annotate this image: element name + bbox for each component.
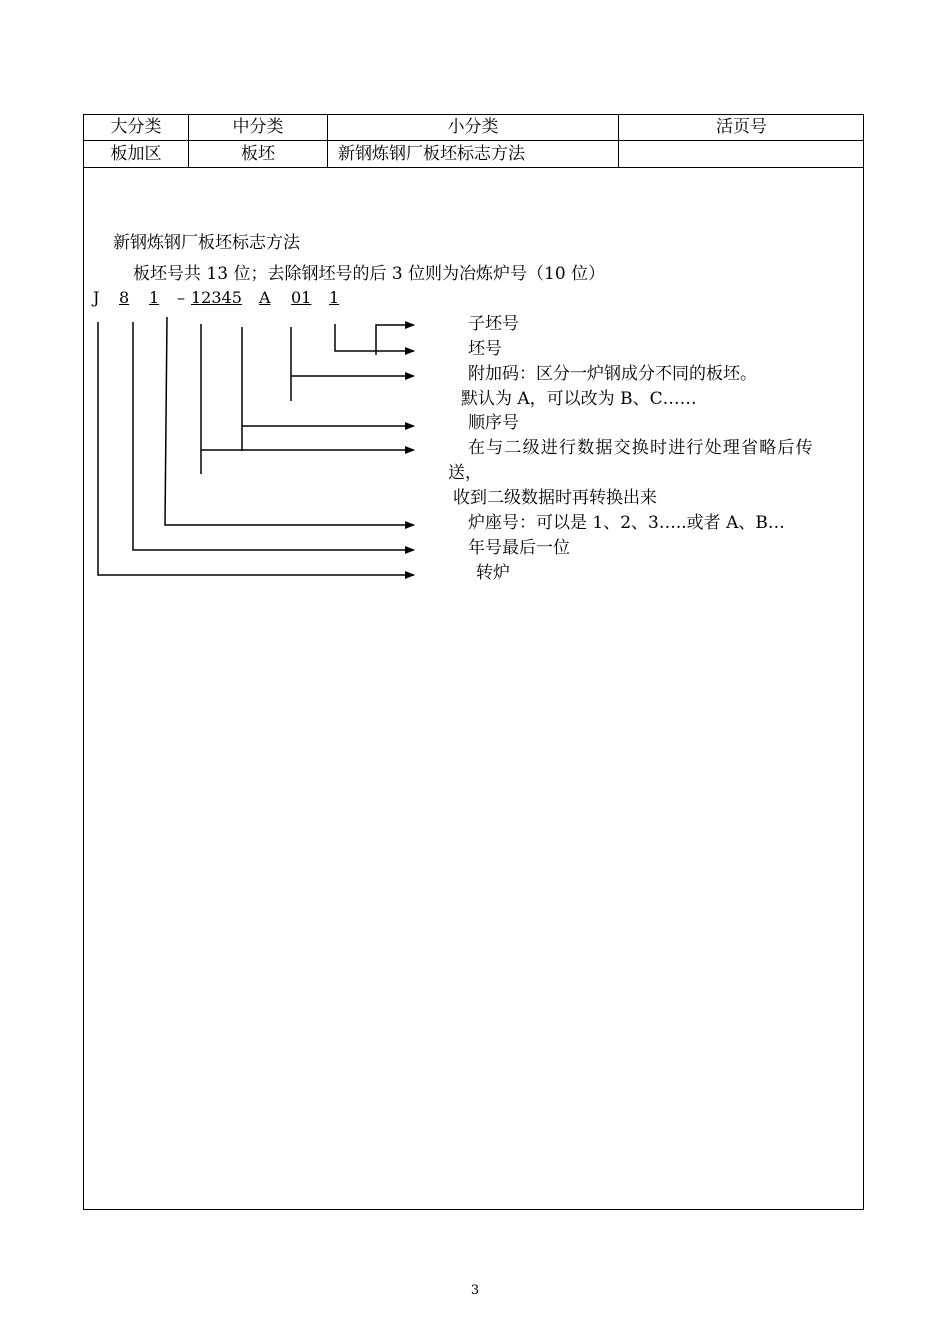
cell-minor-category: 新钢炼钢厂板坯标志方法: [338, 144, 525, 164]
annotation-send: 送，: [448, 463, 482, 483]
annotation-slab-number: 坯号: [468, 339, 502, 359]
code-part-dash: –: [177, 288, 185, 307]
annotation-year: 年号最后一位: [468, 538, 570, 558]
header-minor-category: 小分类: [447, 117, 499, 137]
code-part-sequence: 12345: [191, 288, 242, 307]
code-part-slab-number: 01: [291, 288, 312, 307]
cell-major-category: 板加区: [110, 144, 162, 164]
header-major-category: 大分类: [110, 117, 162, 137]
arrow-additional-code: [291, 327, 414, 401]
arrow-converter: [98, 322, 414, 575]
code-part-sub-slab: 1: [329, 288, 340, 307]
code-part-furnace-seat: 1: [149, 288, 160, 307]
annotation-data-exchange: 在与二级进行数据交换时进行处理省略后传: [468, 438, 814, 458]
annotation-sub-slab: 子坯号: [468, 314, 519, 334]
cell-middle-category: 板坯: [241, 144, 275, 164]
annotation-additional-code: 附加码：区分一炉钢成分不同的板坯。: [468, 364, 757, 384]
document-title: 新钢炼钢厂板坯标志方法: [113, 233, 300, 253]
arrow-data-exchange: [201, 324, 414, 474]
annotation-converter: 转炉: [476, 563, 510, 583]
arrow-sequence: [242, 327, 414, 451]
annotation-default: 默认为 A，可以改为 B、C……: [461, 389, 697, 409]
intro-text: 板坯号共 13 位；去除钢坯号的后 3 位则为冶炼炉号（10 位）: [133, 264, 606, 284]
annotation-furnace-seat: 炉座号：可以是 1、2、3…..或者 A、B…: [468, 513, 785, 533]
header-sheet-number: 活页号: [716, 117, 767, 137]
code-part-furnace-type: J: [93, 288, 100, 307]
arrow-year: [133, 322, 414, 550]
header-middle-category: 中分类: [232, 117, 284, 137]
page-number: 3: [470, 1283, 480, 1298]
annotation-sequence: 顺序号: [468, 413, 519, 433]
arrow-slab-number: [335, 324, 414, 351]
code-part-additional: A: [259, 288, 271, 307]
code-part-year: 8: [119, 288, 130, 307]
annotation-convert-back: 收到二级数据时再转换出来: [453, 488, 657, 508]
